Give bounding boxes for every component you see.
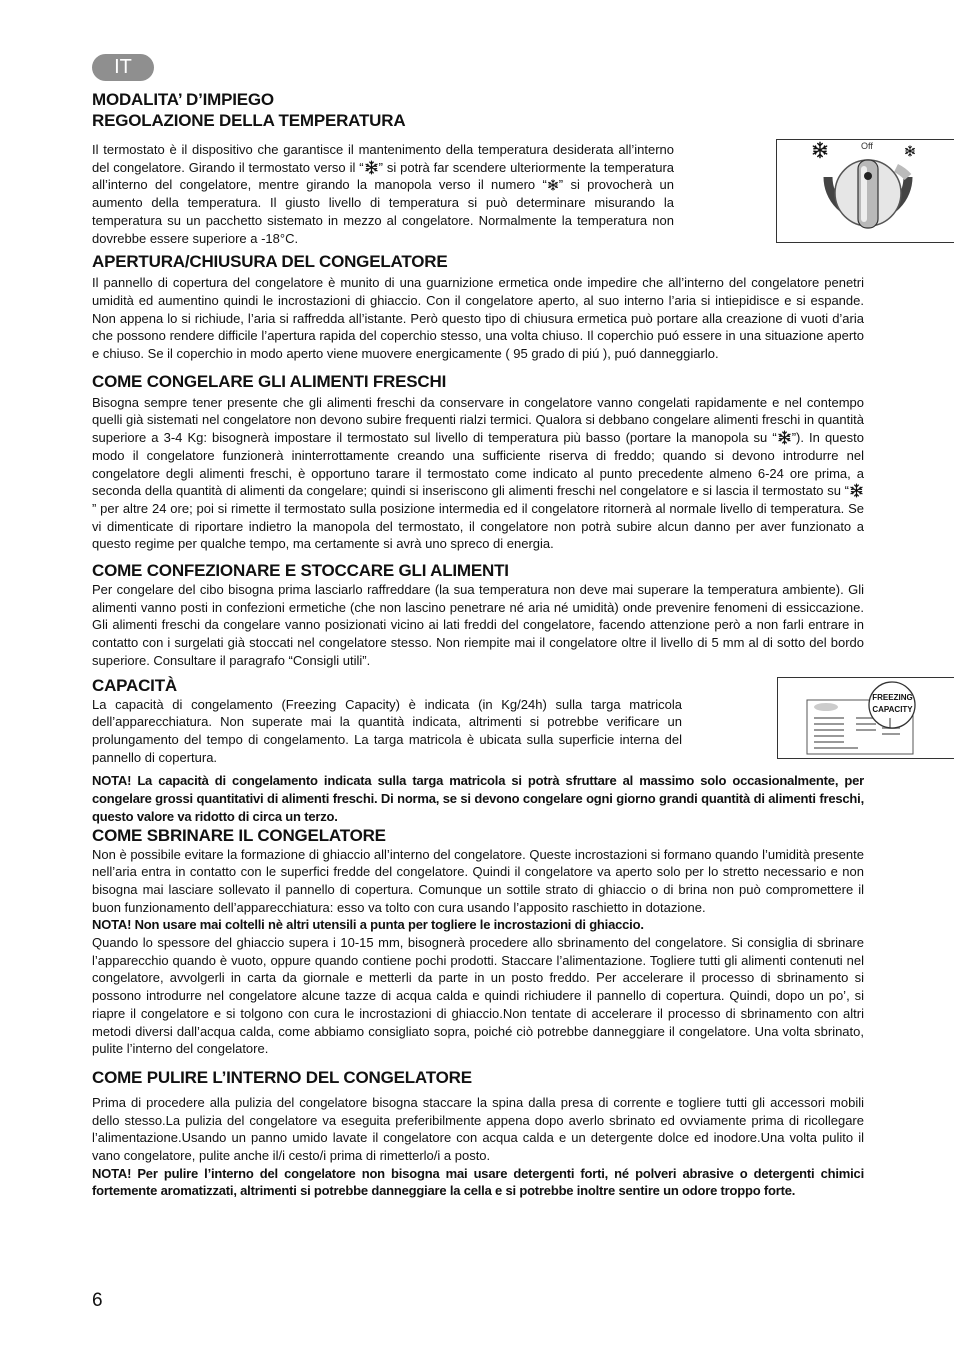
thermostat-knob-illustration bbox=[777, 140, 954, 242]
capacity-note: NOTA! La capacità di congelamento indicata sulla targa matricola si potrà sfruttare al massimo solo occasionalmente, per congelare grossi quantitativi di alimenti freschi. Di norma, se si devono congelare ogni giorno grandi quantità di alimenti freschi, questo valore va ridotto di circa un terzo. bbox=[92, 773, 864, 824]
small-snowflake-icon bbox=[906, 146, 915, 156]
defrost-text-2: Quando lo spessore del ghiaccio supera i 10-15 mm, bisognerà procedere allo sbrinamento del congelatore. Si consiglia di sbrinare l’apparecchio quando è vuoto, oppure quando contiene pochi prodotti. Staccare l’alimentazione. Togliere tutti gli alimenti contenuti nel congelatore, avvolgerli in carta da giornale e metterli da parte in un posto freddo. Per accelerare il processo di sbrinamento si possono introdurre nel congelatore alcune tazze di acqua calda e quindi richiudere il pannello di copertura. Quindi, dopo un po’, si riapre il congelatore e si tolgono con cura le incrostazioni di ghiaccio.Non tentate di accelerare il processo di sbrinamento con altri metodi diversi dall’acqua calda, come abbiamo consigliato sopra, poiché ciò potrebbe danneggiare il congelatore. Una volta sbrinato, pulite l’interno del congelatore. bbox=[92, 935, 864, 1057]
knob-off-label: Off bbox=[861, 141, 873, 151]
section-heading: COME PULIRE L’INTERNO DEL CONGELATORE bbox=[92, 1067, 472, 1087]
section-heading: COME CONFEZIONARE E STOCCARE GLI ALIMENTI bbox=[92, 561, 509, 581]
rating-plate-illustration bbox=[778, 678, 954, 758]
section-heading: COME SBRINARE IL CONGELATORE bbox=[92, 825, 386, 845]
packaging-text: Per congelare del cibo bisogna prima lasciarlo raffreddare (la sua temperatura non deve mai superare la temperatura ambiente). Gli alimenti vanno posti in confezioni ermetiche (che non lascino penetrare né aria né umidità) onde prevenire fenomeni di essiccazione. Gli alimenti freschi da congelare vanno posizionati vicino ai lati freddi del congelatore, facendo attenzione però a non farli entrare in contatto con i surgelati già stoccati nel congelatore stesso. Non riempite mai il congelatore oltre il livello di 5 mm al di sotto del bordo superiore. Consultare il paragrafo “Consigli utili”. bbox=[92, 582, 864, 668]
language-badge: IT bbox=[92, 54, 154, 81]
temperature-text: Il termostato è il dispositivo che garantisce il mantenimento della temperatura desiderata all’interno del congelatore. Girando il termostato verso il “ ” si potrà far scendere ulteriormente la temperatura all’interno del congelatore, mentre girando la manopola verso il numero “ ” si provocherà un aumento della temperatura. Il giusto livello di temperatura si può determinare misurando la temperatura su un pacchetto sistemato in mezzo al congelatore. Normalmente la temperatura non dovrebbe essere superiore a -18°C. bbox=[92, 142, 674, 246]
title-line-1: MODALITA’ D’IMPIEGO bbox=[92, 90, 274, 109]
section-heading: COME CONGELARE GLI ALIMENTI FRESCHI bbox=[92, 371, 447, 391]
opening-text: Il pannello di copertura del congelatore è munito di una guarnizione ermetica onde impedire che all’interno del congelatore penetri umidità ed aumentino quindi le incrostazioni di ghiaccio. Con il congelatore aperto, al suo interno l’aria si intiepidisce e si espande. Non appena lo si richiude, l’aria si raffredda all’istante. Però questo tipo di chiusura ermetica può portare alla creazione di vuoti d’aria che possono rendere difficile l’apertura rapida del coperchio stesso, una volta chiuso. Il coperchio puó essere in una situazione aperto e chiuso. Se il coperchio in modo aperto viene muovere energicamente ( 95 grado di piú ), puó danneggiarlo. bbox=[92, 275, 864, 362]
capacity-text: La capacità di congelamento (Freezing Capacity) è indicata (in Kg/24h) sulla targa matricola dell’apparecchiatura. Non superate mai la quantità indicata, altrimenti si potrebbe verificare un prolungamento del tempo di congelamento. La targa matricola è ubicata sulla superficie interna del pannello di copertura. bbox=[92, 696, 682, 765]
page-number: 6 bbox=[92, 1290, 103, 1311]
capacity-section bbox=[92, 692, 913, 767]
cleaning-text: Prima di procedere alla pulizia del congelatore bisogna staccare la spina dalla presa di corrente e togliere tutti gli accessori mobili dello stesso.La pulizia del congelatore va eseguita preferibilmente appena dopo averlo sbrinato ed ovviamente prima di ricollegare l’alimentazione.Usando un panno umido lavate il congelatore con acqua calda e un detergente dolce ed inodore.Una volta pulito il vano congelatore, pulite anche il/i cesto/i prima di rimetterlo/i a posto. bbox=[92, 1094, 864, 1164]
section-heading: CAPACITÀ bbox=[92, 675, 177, 695]
snowflake-icon bbox=[777, 430, 792, 445]
cleaning-note: NOTA! Per pulire l’interno del congelatore non bisogna mai usare detergenti forti, né polveri abrasive o detergenti chimici fortemente aromatizzati, altrimenti si potrebbe danneggiare la cella e si potrebbe inoltre sentire un odore troppo forte. bbox=[92, 1165, 864, 1199]
thermostat-knob-figure bbox=[776, 139, 954, 243]
snowflake-icon bbox=[813, 142, 826, 157]
snowflake-icon bbox=[849, 483, 864, 498]
freezing-text: Bisogna sempre tener presente che gli alimenti freschi da conservare in congelatore vanno congelati rapidamente e nel contempo quelli già sistemati nel congelatore non devono subire frequenti rialzi termici. Qualora si debbano congelare alimenti freschi in quantità superiore a 3-4 Kg: bisognerà impostare il termostato sul livello di temperatura più basso (portare la manopola su “ ”). In questo modo il congelatore funzionerà ininterrottamente creando una sufficiente riserva di freddo; quando si devono introdurre nel congelatore degli alimenti freschi, è opportuno tarare il termostato come indicato al punto precedente almeno 6-24 ore prima, a seconda della quantità di alimenti da congelare; quindi si inseriscono gli alimenti freschi nel congelatore e si lascia il termostato su “” per altre 24 ore; poi si rimette il termostato sulla posizione intermedia ed il congelatore ritornerà al normale livello di temperatura. Se vi dimenticate di riportare indietro la manopola del termostato, il congelatore non potrà subire alcun danno per aver funzionato a questo regime per qualche tempo, ma certamente si avrà uno spreco di energia. bbox=[92, 394, 864, 552]
page-content bbox=[92, 89, 913, 1200]
freezing-capacity-label: FREEZING CAPACITY bbox=[872, 692, 913, 714]
defrost-note: NOTA! Non usare mai coltelli nè altri utensili a punta per togliere le incrostazioni di ghiaccio. bbox=[92, 917, 644, 933]
small-snowflake-icon bbox=[547, 179, 559, 191]
title-line-2: REGOLAZIONE DELLA TEMPERATURA bbox=[92, 111, 406, 130]
section-heading: APERTURA/CHIUSURA DEL CONGELATORE bbox=[92, 252, 448, 272]
defrost-text-1: Non è possibile evitare la formazione di ghiaccio all’interno del congelatore. Queste incrostazioni si formano quando l’umidità presente nell’aria entra in contatto con le superfici fredde del congelatore. Quindi il congelatore va aperto solo per lo stretto necessario e non bisogna mai lasciare sollevato il pannello di copertura. Comunque un sottile strato di ghiaccio o di brina non può compromettere il buon funzionamento dell’apparecchiatura: esso va tolto con cura usando l’apposito raschietto in dotazione. bbox=[92, 846, 864, 915]
page-title bbox=[92, 89, 864, 131]
snowflake-icon bbox=[364, 160, 379, 175]
temperature-section bbox=[92, 141, 873, 247]
rating-plate-figure bbox=[777, 677, 954, 759]
